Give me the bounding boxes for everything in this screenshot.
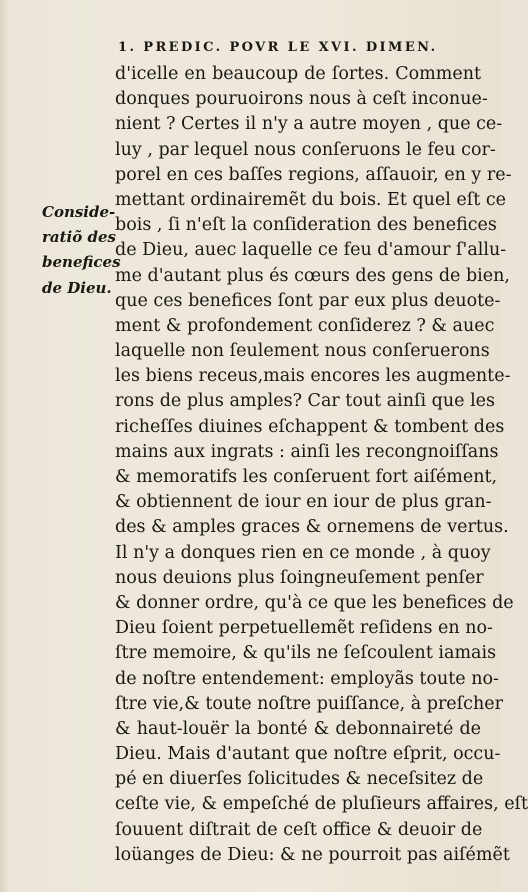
text-line: porel en ces baſſes regions, aſſauoir, en y re- [115,164,512,185]
text-line: & memoratifs les conſeruent fort aiſément, [115,467,498,487]
text-line: que ces benefices ſont par eux plus deuote- [115,290,501,311]
text-line: Dieu ſoient perpetuellemẽt reſidens en no- [115,618,493,639]
text-line: d'icelle en beaucoup de ſortes. Comment [115,64,481,84]
margin-note [42,200,121,301]
text-line: Il n'y a donques rien en ce monde , à quoy [115,542,491,563]
text-line: de noſtre entendement: employãs toute no- [115,668,499,689]
text-line: & donner ordre, qu'à ce que les benefices de [115,592,514,613]
text-line: me d'autant plus és cœurs des gens de bien, [115,265,510,286]
text-line: nous deuions plus ſoingneuſement penſer [115,567,484,588]
text-line: nient ? Certes il n'y a autre moyen , que ce- [115,114,503,135]
text-line: des & amples graces & ornemens de vertus. [115,517,509,538]
text-line: luy , par lequel nous conſeruons le feu cor- [115,139,496,160]
running-header: 1. PREDIC. POVR LE XVI. DIMEN. [118,40,438,55]
text-line: ment & profondement conſiderez ? & auec [115,315,495,336]
margin-note-line: de Dieu. [42,278,112,297]
margin-note-line: benefices [42,253,121,272]
text-line: bois , ſi n'eſt la conſideration des benefices [115,215,497,236]
text-line: Dieu. Mais d'autant que noſtre eſprit, occu- [115,744,501,765]
text-line: mains aux ingrats : ainſi les recongnoiſſans [115,441,499,462]
body-text [115,62,528,868]
text-line: mettant ordinairemẽt du bois. Et quel eſt ce [115,189,507,210]
text-line: ceſte vie, & empeſché de pluſieurs affaires, eſt [115,794,528,815]
text-line: donques pouruoirons nous à ceſt inconue- [115,89,488,110]
text-line: pé en diuerſes ſolicitudes & neceſsitez de [115,769,484,790]
margin-note-line: ratiõ des [42,228,116,247]
text-line: ſtre vie,& toute noſtre puiſſance, à preſcher [115,693,503,714]
text-line: laquelle non ſeulement nous conſeruerons [115,341,490,362]
text-line: richeſſes diuines eſchappent & tombent des [115,416,505,437]
text-line: rons de plus amples? Car tout ainſi que les [115,391,496,412]
margin-note-line: Conside- [42,203,116,221]
text-line: ſtre memoire, & qu'ils ne ſeſcoulent iamais [115,643,497,664]
text-line: de Dieu, auec laquelle ce feu d'amour ſ'allu- [115,240,507,261]
text-line: loüanges de Dieu: & ne pourroit pas aiſémẽt [115,844,510,865]
text-line: & obtiennent de iour en iour de plus gran- [115,492,492,513]
text-line: les biens receus,mais encores les augmente- [115,366,511,387]
text-line: ſouuent diſtrait de ceſt office & deuoir de [115,819,483,840]
text-line: & haut-louër la bonté & debonnaireté de [115,718,481,739]
